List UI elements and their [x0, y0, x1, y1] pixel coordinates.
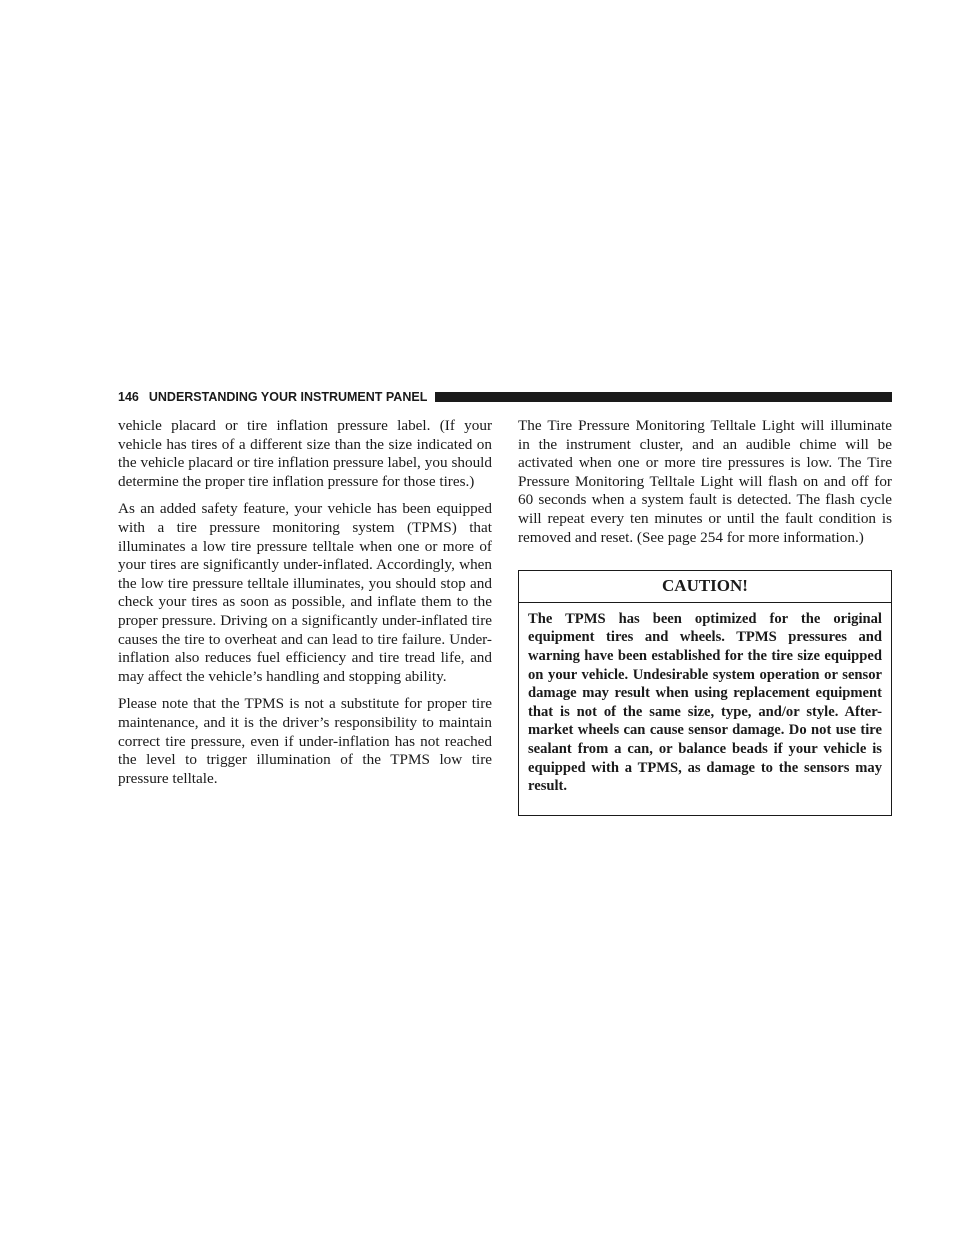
- page-number: 146: [118, 390, 139, 404]
- paragraph-telltale-light: The Tire Pressure Monitoring Telltale Light will illuminate in the instrument cluster, and an audible chime will be activated when one or more tire pressures is low. The Tire Pressure Monitoring Telltale Light will flash on and off for 60 seconds when a system fault is detected. The flash cycle will repeat every ten minutes or until the fault condition is removed and reset. (See page 254 for more information.): [518, 417, 892, 546]
- caution-title: CAUTION!: [519, 571, 891, 603]
- caution-text: The TPMS has been optimized for the original equipment tires and wheels. TPMS pressures and warning have been established for the tire size equipped on your vehicle. Undesirable system operation or sensor damage may result when using replacement equipment that is not of the same size, type, and/or style. After-market wheels can cause sensor damage. Do not use tire sealant from a can, or balance beads if your vehicle is equipped with a TPMS, as damage to the sensors may result.: [528, 610, 882, 795]
- section-title: UNDERSTANDING YOUR INSTRUMENT PANEL: [148, 390, 428, 404]
- page-header: [118, 389, 892, 405]
- caution-box: [518, 570, 892, 816]
- paragraph-tpms-maintenance-note: Please note that the TPMS is not a substitute for proper tire maintenance, and it is the driver’s responsibility to maintain correct tire pressure, even if under-inflation has not reached the level to trigger illumination of the TPMS low tire pressure telltale.: [118, 695, 492, 787]
- paragraph-placard-note: vehicle placard or tire inflation pressure label. (If your vehicle has tires of a different size than the size indicated on the vehicle placard or tire inflation pressure label, you should determine the proper tire inflation pressure for those tires.): [118, 417, 492, 490]
- left-column: [118, 417, 492, 797]
- paragraph-tpms-safety-feature: As an added safety feature, your vehicle has been equipped with a tire pressure monitoring system (TPMS) that illuminates a low tire pressure telltale when one or more of your tires are significantly under-inflated. Accordingly, when the low tire pressure telltale illuminates, you should stop and check your tires as soon as possible, and inflate them to the proper pressure. Driving on a significantly under-inflated tire causes the tire to overheat and can lead to tire failure. Under-inflation also reduces fuel efficiency and tire tread life, and may affect the vehicle’s handling and stopping ability.: [118, 500, 492, 685]
- header-rule: [435, 392, 892, 402]
- right-column: [518, 417, 892, 816]
